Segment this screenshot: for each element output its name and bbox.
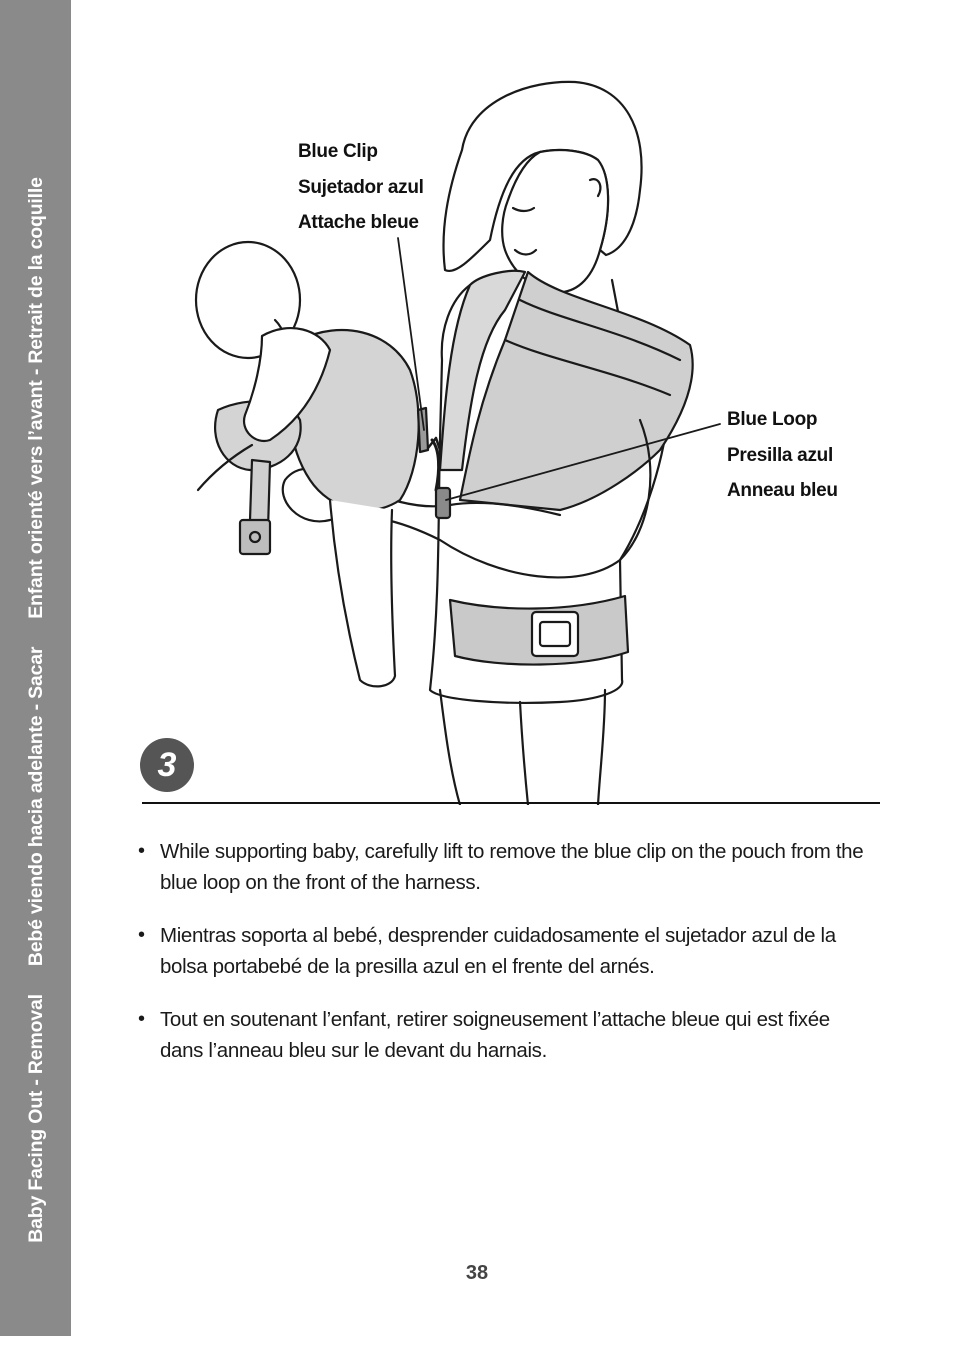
blue-loop-label-french: Anneau bleu — [727, 480, 838, 501]
section-divider — [142, 802, 880, 804]
blue-loop-label-spanish: Presilla azul — [727, 444, 833, 466]
sidebar-title — [21, 60, 51, 1360]
blue-clip-label-spanish: Sujetador azul — [298, 176, 424, 198]
blue-clip-label-english: Blue Clip — [298, 141, 378, 162]
blue-loop-graphic — [436, 488, 450, 518]
instruction-french: • Tout en soutenant l’enfant, retirer soigneusement l’attache bleue qui est fixée dans l’anneau bleu sur le devant du harnais. — [138, 1004, 878, 1066]
instruction-spanish: • Mientras soporta al bebé, desprender cuidadosamente el sujetador azul de la bolsa portabebé de la presilla azul en el frente del arnés. — [138, 920, 878, 982]
sidebar-title-spanish: Bebé viendo hacia adelante - Sacar — [25, 646, 47, 967]
blue-clip-graphic — [418, 408, 428, 452]
section-sidebar — [0, 0, 71, 1336]
sidebar-title-french: Enfant orienté vers l’avant - Retrait de la coquille — [25, 177, 47, 619]
page-number: 38 — [465, 1262, 489, 1284]
instruction-list — [138, 836, 878, 1088]
instruction-english: • While supporting baby, carefully lift to remove the blue clip on the pouch from the blue loop on the front of the harness. — [138, 836, 878, 898]
baby-legs — [330, 500, 395, 686]
blue-clip-callout — [298, 134, 424, 241]
sidebar-title-english: Baby Facing Out - Removal — [25, 994, 47, 1243]
step-number-badge: 3 — [140, 738, 194, 792]
blue-clip-label-french: Attache bleue — [298, 212, 419, 233]
blue-loop-callout — [727, 402, 838, 509]
blue-loop-label-english: Blue Loop — [727, 409, 818, 430]
parent-legs — [440, 690, 605, 805]
